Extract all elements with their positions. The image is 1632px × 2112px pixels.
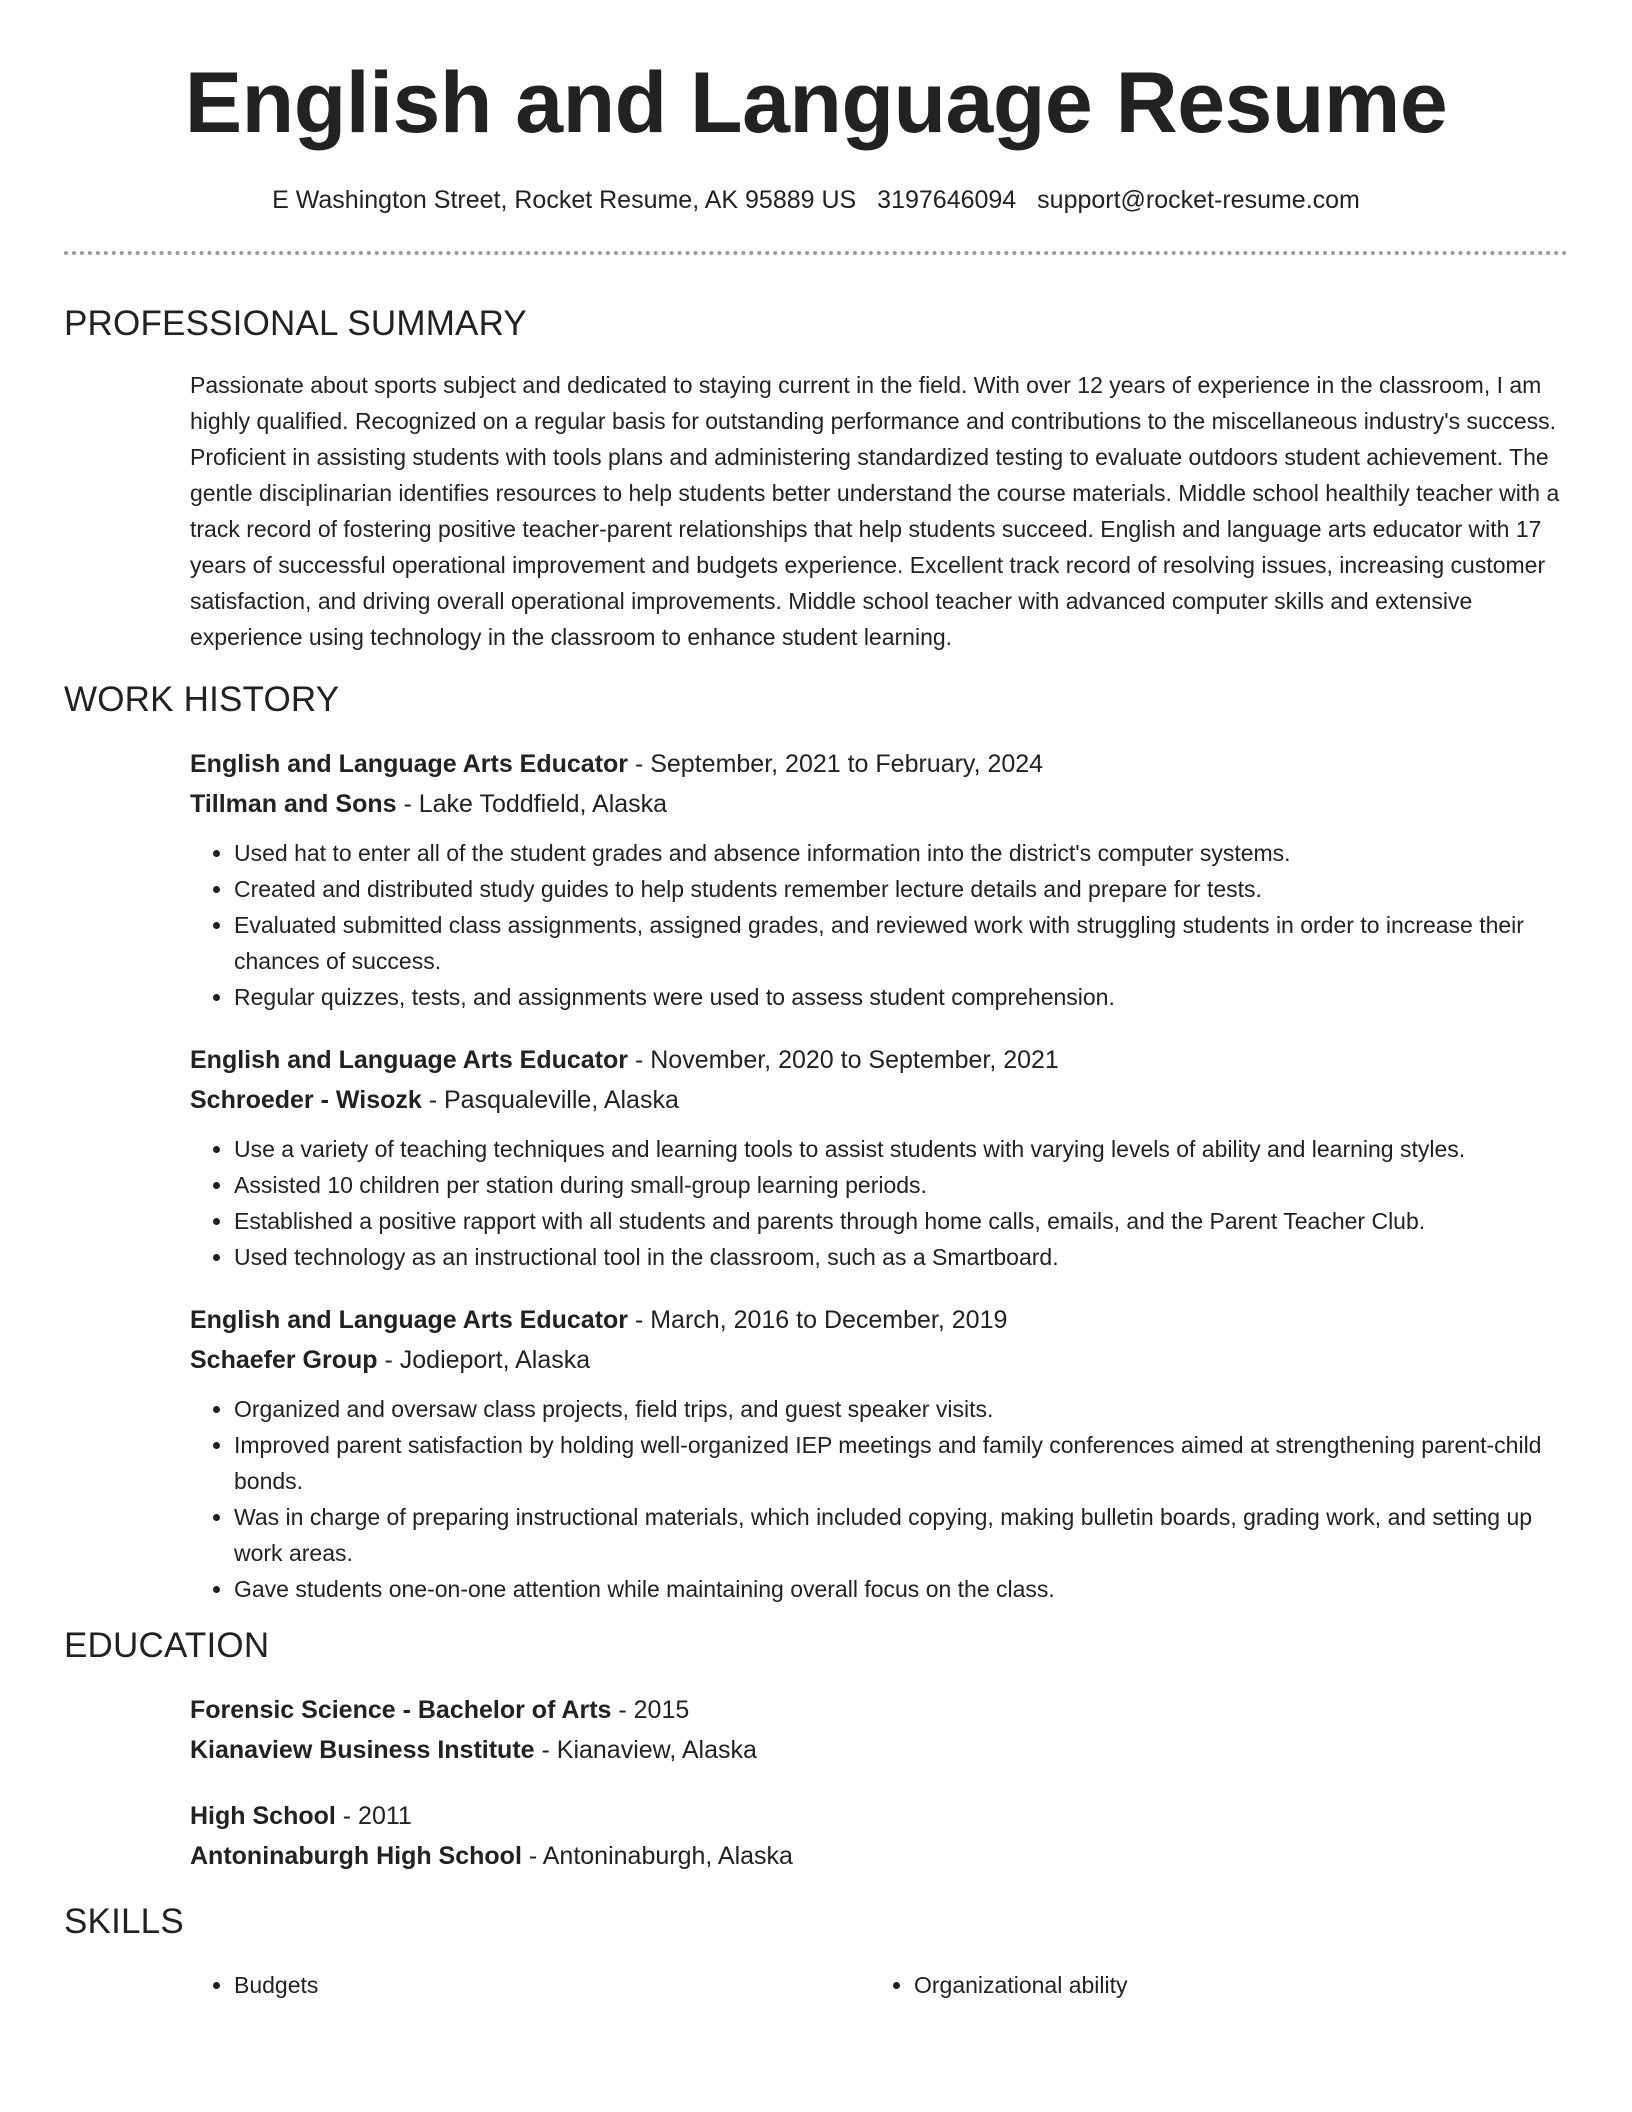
school-location: - Antoninaburgh, Alaska (521, 1841, 793, 1870)
list-item: • Created and distributed study guides to help students remember lecture details and prepare for tests. (234, 871, 1568, 907)
skills-column-right (870, 1967, 1550, 2003)
education-entry (190, 1691, 1568, 1769)
summary-text: Passionate about sports subject and dedicated to staying current in the field. With over 12 years of experience in the classroom, I am highly qualified. Recognized on a regular basis for outstanding performance and contributions to the miscellaneous industry's success. Proficient in assisting students with tools plans and administering standardized testing to evaluate outdoors student achievement. The gentle disciplinarian identifies resources to help students better understand the course materials. Middle school healthily teacher with a track record of fostering positive teacher-parent relationships that help students succeed. English and language arts educator with 17 years of successful operational improvement and budgets experience. Excellent track record of resolving issues, increasing customer satisfaction, and driving overall operational improvements. Middle school teacher with advanced computer skills and extensive experience using technology in the classroom to enhance student learning. (190, 371, 1560, 650)
work-history-section (0, 679, 1632, 1607)
job-title: English and Language Arts Educator (190, 749, 629, 778)
list-item: • Regular quizzes, tests, and assignments were used to assess student comprehension. (234, 979, 1568, 1015)
list-item: • Gave students one-on-one attention while maintaining overall focus on the class. (234, 1571, 1568, 1607)
school-line (190, 1837, 1568, 1875)
summary-heading: PROFESSIONAL SUMMARY (64, 303, 527, 343)
job-dates: - March, 2016 to December, 2019 (628, 1305, 1008, 1334)
job-entry (190, 1301, 1568, 1607)
contact-line (0, 184, 1632, 217)
education-heading: EDUCATION (64, 1625, 270, 1665)
skills-grid (190, 1967, 1568, 2003)
list-item: • Used technology as an instructional tool in the classroom, such as a Smartboard. (234, 1239, 1568, 1275)
skills-heading: SKILLS (64, 1901, 184, 1941)
degree-line (190, 1691, 1568, 1729)
school-location: - Kianaview, Alaska (534, 1735, 757, 1764)
job-bullets (190, 1131, 1568, 1275)
job-company: Schroeder - Wisozk (190, 1085, 422, 1114)
job-bullets (190, 1391, 1568, 1607)
header-divider (64, 251, 1568, 255)
job-company: Tillman and Sons (190, 789, 397, 818)
list-item: • Established a positive rapport with all students and parents through home calls, emails, and the Parent Teacher Club. (234, 1203, 1568, 1239)
degree: Forensic Science - Bachelor of Arts (190, 1695, 612, 1724)
job-title-line (190, 745, 1568, 783)
list-item: • Organized and oversaw class projects, field trips, and guest speaker visits. (234, 1391, 1568, 1427)
list-item: • Use a variety of teaching techniques and learning tools to assist students with varying levels of ability and learning styles. (234, 1131, 1568, 1167)
skill-item: • Budgets (234, 1967, 870, 2003)
job-location: - Pasqualeville, Alaska (421, 1085, 679, 1114)
job-title-line (190, 1041, 1568, 1079)
school-name: Kianaview Business Institute (190, 1735, 535, 1764)
job-location: - Lake Toddfield, Alaska (396, 789, 668, 818)
skills-column-left (190, 1967, 870, 2003)
job-dates: - September, 2021 to February, 2024 (628, 749, 1044, 778)
list-item: • Was in charge of preparing instructional materials, which included copying, making bulletin boards, grading work, and setting up work areas. (234, 1499, 1568, 1571)
contact-email: support@rocket-resume.com (1037, 186, 1360, 214)
education-section (0, 1625, 1632, 1875)
degree: High School (190, 1801, 336, 1830)
list-item: • Improved parent satisfaction by holding well-organized IEP meetings and family conferences aimed at strengthening parent-child bonds. (234, 1427, 1568, 1499)
job-company: Schaefer Group (190, 1345, 378, 1374)
skill-item: • Organizational ability (914, 1967, 1550, 2003)
job-title: English and Language Arts Educator (190, 1045, 629, 1074)
contact-phone: 3197646094 (877, 186, 1017, 214)
list-item: • Used hat to enter all of the student grades and absence information into the district's computer systems. (234, 835, 1568, 871)
job-bullets (190, 835, 1568, 1015)
skills-section (0, 1901, 1632, 2003)
list-item: • Evaluated submitted class assignments, assigned grades, and reviewed work with struggling students in order to increase their chances of success. (234, 907, 1568, 979)
job-company-line (190, 1081, 1568, 1119)
list-item: • Assisted 10 children per station during small-group learning periods. (234, 1167, 1568, 1203)
job-entry (190, 745, 1568, 1015)
school-line (190, 1731, 1568, 1769)
job-company-line (190, 785, 1568, 823)
resume-title: English and Language Resume (184, 55, 1448, 151)
graduation-year: - 2011 (335, 1801, 412, 1830)
graduation-year: - 2015 (611, 1695, 690, 1724)
job-company-line (190, 1341, 1568, 1379)
job-entry (190, 1041, 1568, 1275)
job-title: English and Language Arts Educator (190, 1305, 629, 1334)
work-history-heading: WORK HISTORY (64, 679, 340, 719)
job-dates: - November, 2020 to September, 2021 (628, 1045, 1059, 1074)
degree-line (190, 1797, 1568, 1835)
education-entry (190, 1797, 1568, 1875)
job-title-line (190, 1301, 1568, 1339)
contact-address: E Washington Street, Rocket Resume, AK 95889 US (272, 186, 857, 214)
summary-section (0, 303, 1632, 655)
school-name: Antoninaburgh High School (190, 1841, 522, 1870)
job-location: - Jodieport, Alaska (377, 1345, 591, 1374)
